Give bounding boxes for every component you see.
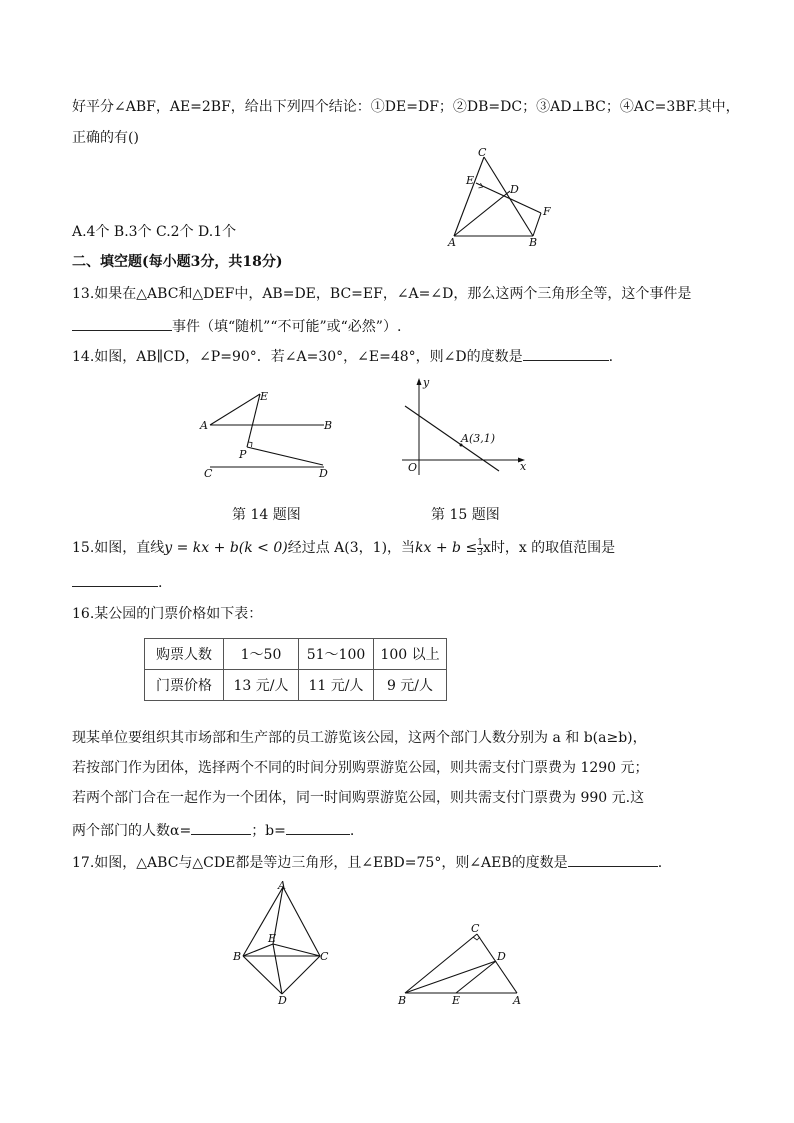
q16-para4-a: 两个部门的人数α= (72, 823, 192, 839)
q17-fig2-label-C: C (471, 922, 480, 935)
table-cell: 9 元/人 (374, 670, 447, 701)
q17-fig2-label-A: A (513, 994, 521, 1007)
q15-label-x: x (520, 460, 527, 473)
table-cell: 1～50 (224, 639, 299, 670)
q15-answer-line (72, 572, 162, 593)
section-heading: 二、填空题(每小题3分，共18分) (72, 254, 283, 270)
q17-figure-1 (228, 880, 338, 1010)
q17-end: . (657, 855, 663, 871)
q14-label-C: C (204, 467, 213, 480)
q15-inequality: kx + b ≤ (415, 540, 478, 556)
q17-fig1-label-B: B (233, 950, 242, 963)
q15-end: . (158, 575, 163, 591)
q17-text: 17.如图，△ABC与△CDE都是等边三角形，且∠EBD=75°，则∠AEB的度数是 (72, 855, 568, 871)
table-cell: 11 元/人 (299, 670, 374, 701)
q14-label-A: A (200, 419, 208, 432)
q12-label-B: B (529, 236, 538, 249)
q15-label-A: A(3,1) (461, 432, 496, 445)
table-cell: 13 元/人 (224, 670, 299, 701)
q15-label-y: y (423, 376, 430, 389)
q17-fig1-label-C: C (320, 950, 329, 963)
q12-line1: 好平分∠ABF，AE=2BF，给出下列四个结论：①DE=DF；②DB=DC；③AD⊥BC；④AC=3BF.其中， (72, 99, 740, 115)
q16-para4-end: . (349, 823, 355, 839)
q12-label-D: D (510, 183, 519, 196)
table-cell: 门票价格 (145, 670, 224, 701)
q17-fig1-label-A: A (278, 880, 286, 892)
q14-end: . (608, 349, 614, 365)
q15-frac-num: 1 (477, 537, 483, 548)
q15-equation: y = kx + b(k < 0) (164, 540, 288, 556)
q12-options: A.4个 B.3个 C.2个 D.1个 (72, 224, 237, 240)
q12-label-E: E (466, 174, 475, 187)
q16-para3: 若两个部门合在一起作为一个团体，同一时间购票游览公园，则共需支付门票费为 990 元.这 (72, 790, 645, 806)
q17-figure-2 (396, 920, 531, 1008)
q15-frac-den: 3 (477, 547, 483, 558)
q16-intro: 16.某公园的门票价格如下表： (72, 606, 263, 622)
q12-label-F: F (543, 205, 551, 218)
q14-label-D: D (319, 467, 328, 480)
q14-label-B: B (324, 419, 333, 432)
q12-label-C: C (478, 146, 487, 159)
q15-mid: 经过点 A(3，1)，当 (287, 540, 416, 556)
q16-answer-blank-a[interactable] (191, 820, 251, 835)
q13-line2 (72, 316, 401, 337)
table-cell: 购票人数 (145, 639, 224, 670)
q15-text-line (72, 538, 615, 558)
q14-text: 14.如图，AB∥CD，∠P=90°．若∠A=30°，∠E=48°，则∠D的度数是 (72, 349, 523, 365)
q13-line1: 13.如果在△ABC和△DEF中，AB=DE，BC=EF，∠A=∠D，那么这两个三角形全等，这个事件是 (72, 286, 692, 302)
q13-line2-text: 事件（填“随机”“不可能”或“必然”）. (172, 319, 402, 335)
price-table-header-row (145, 639, 447, 670)
q14-label-E: E (260, 390, 269, 403)
q17-text-line (72, 852, 662, 873)
price-table (144, 638, 447, 701)
q15-label-O: O (408, 461, 418, 474)
q17-fig2-label-D: D (497, 950, 506, 963)
table-cell: 100 以上 (374, 639, 447, 670)
table-cell: 51～100 (299, 639, 374, 670)
q17-fig1-label-D: D (278, 994, 287, 1007)
price-table-row (145, 670, 447, 701)
q14-caption: 第 14 题图 (232, 507, 301, 523)
q14-figure (196, 385, 346, 480)
q15-prefix: 15.如图，直线 (72, 540, 165, 556)
q14-text-line (72, 346, 613, 367)
q14-answer-blank[interactable] (523, 346, 609, 361)
q15-caption: 第 15 题图 (431, 507, 500, 523)
q15-answer-blank[interactable] (72, 572, 158, 587)
q17-fig1-label-E: E (268, 932, 277, 945)
q13-answer-blank[interactable] (72, 316, 172, 331)
q15-figure (398, 375, 533, 480)
q12-figure (440, 145, 560, 250)
q16-para4 (72, 820, 354, 841)
q14-label-P: P (239, 448, 247, 461)
q12-label-A: A (448, 236, 456, 249)
q15-ineq-tail: x时，x 的取值范围是 (482, 540, 616, 556)
q16-para2: 若按部门作为团体，选择两个不同的时间分别购票游览公园，则共需支付门票费为 1290 元； (72, 760, 649, 776)
q17-fig2-label-E: E (452, 994, 461, 1007)
q17-fig2-label-B: B (398, 994, 407, 1007)
q12-line2: 正确的有() (72, 130, 139, 146)
q16-para1: 现某单位要组织其市场部和生产部的员工游览该公园，这两个部门人数分别为 a 和 b(a≥b)， (72, 730, 647, 746)
q17-answer-blank[interactable] (568, 852, 658, 867)
q16-para4-b: ；b= (251, 823, 286, 839)
q16-answer-blank-b[interactable] (286, 820, 350, 835)
